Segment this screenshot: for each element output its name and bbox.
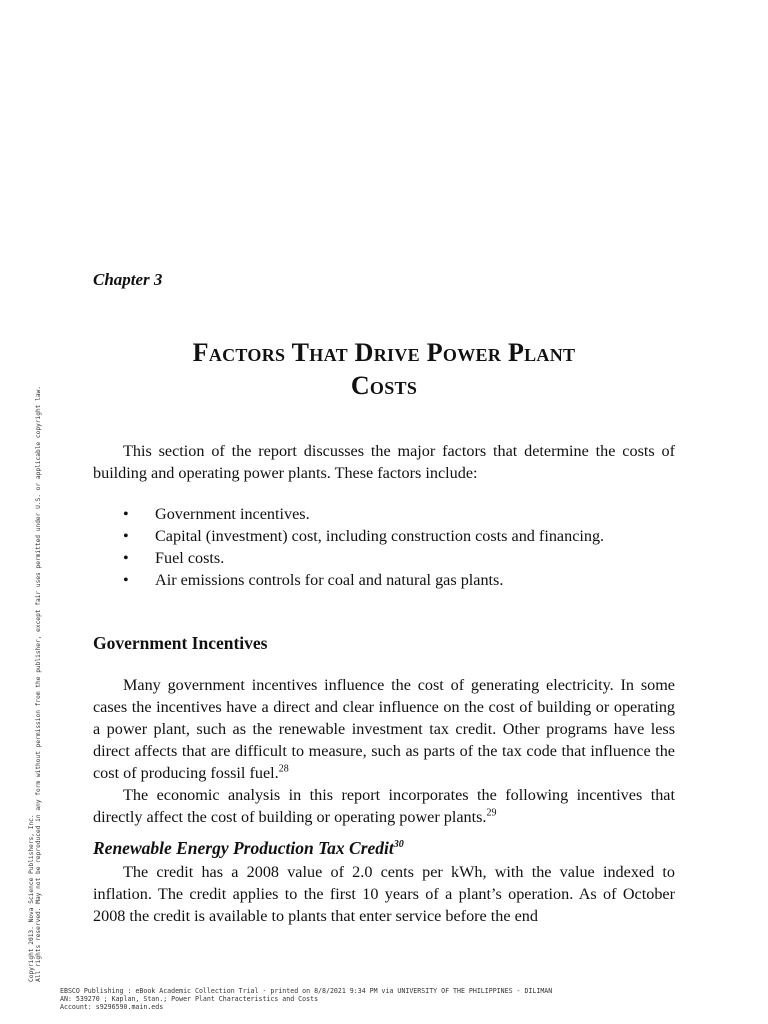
government-incentives-body <box>93 674 675 828</box>
side-copyright-notice <box>28 362 40 982</box>
factor-text: Fuel costs. <box>155 549 225 567</box>
footnote-ref-30[interactable]: 30 <box>393 839 404 851</box>
footnote-ref-29[interactable]: 29 <box>486 807 497 819</box>
incentives-paragraph-2 <box>93 784 675 828</box>
factor-text: Government incentives. <box>155 505 310 523</box>
subsection-heading-text: Renewable Energy Production Tax Credit <box>93 838 394 858</box>
factors-list <box>93 503 675 591</box>
chapter-title <box>93 336 675 402</box>
intro-paragraph <box>93 440 675 484</box>
factor-text: Air emissions controls for coal and natural gas plants. <box>155 571 504 589</box>
incentives-paragraph-1 <box>93 674 675 784</box>
footer-line-2: AN: 539270 ; Kaplan, Stan.; Power Plant Characteristics and Costs <box>60 995 319 1003</box>
intro-text: This section of the report discusses the major factors that determine the costs of building and operating power plants. These factors include: <box>93 442 675 482</box>
footnote-ref-28[interactable]: 28 <box>278 763 289 775</box>
side-copyright-line-1: Copyright 2013. Nova Science Publishers, Inc. <box>28 814 35 982</box>
list-item <box>93 503 675 525</box>
footer-line-1: EBSCO Publishing : eBook Academic Collection Trial - printed on 8/8/2021 9:34 PM via UNIVERSITY OF THE PHILIPPINES - DILIMAN <box>60 987 553 995</box>
side-copyright-line-2: All rights reserved. May not be reproduced in any form without permission from the publisher, except fair uses permitted under U.S. or applicable copyright law. <box>35 385 42 982</box>
footer-line-3: Account: s9296590.main.eds <box>60 1003 164 1011</box>
production-tax-credit-body <box>93 861 675 927</box>
section-heading-government-incentives: Government Incentives <box>93 633 268 653</box>
production-tax-credit-text: The credit has a 2008 value of 2.0 cents per kWh, with the value indexed to inflation. The credit applies to the first 10 years of a plant’s operation. As of October 2008 the credit is available to plants that enter service before the end <box>93 863 675 925</box>
chapter-label: Chapter 3 <box>93 270 163 289</box>
factor-text: Capital (investment) cost, including construction costs and financing. <box>155 527 605 545</box>
chapter-title-line-2: Costs <box>350 371 418 400</box>
list-item <box>93 525 675 547</box>
bullet-icon: • <box>123 549 129 567</box>
subsection-heading-production-tax-credit <box>93 838 404 859</box>
bullet-icon: • <box>123 527 129 545</box>
page-footer <box>60 987 552 1011</box>
incentives-paragraph-1-text: Many government incentives influence the cost of generating electricity. In some cases the incentives have a direct and clear influence on the cost of building or operating a power plant, such as the renewable investment tax credit. Other programs have less direct affects that are difficult to measure, such as parts of the tax code that influence the cost of producing fossil fuel. <box>93 676 675 782</box>
bullet-icon: • <box>123 571 129 589</box>
incentives-paragraph-2-text: The economic analysis in this report incorporates the following incentives that directly affect the cost of building or operating power plants. <box>93 786 675 826</box>
list-item <box>93 569 675 591</box>
chapter-title-line-1: Factors That Drive Power Plant <box>192 338 576 367</box>
bullet-icon: • <box>123 505 129 523</box>
list-item <box>93 547 675 569</box>
